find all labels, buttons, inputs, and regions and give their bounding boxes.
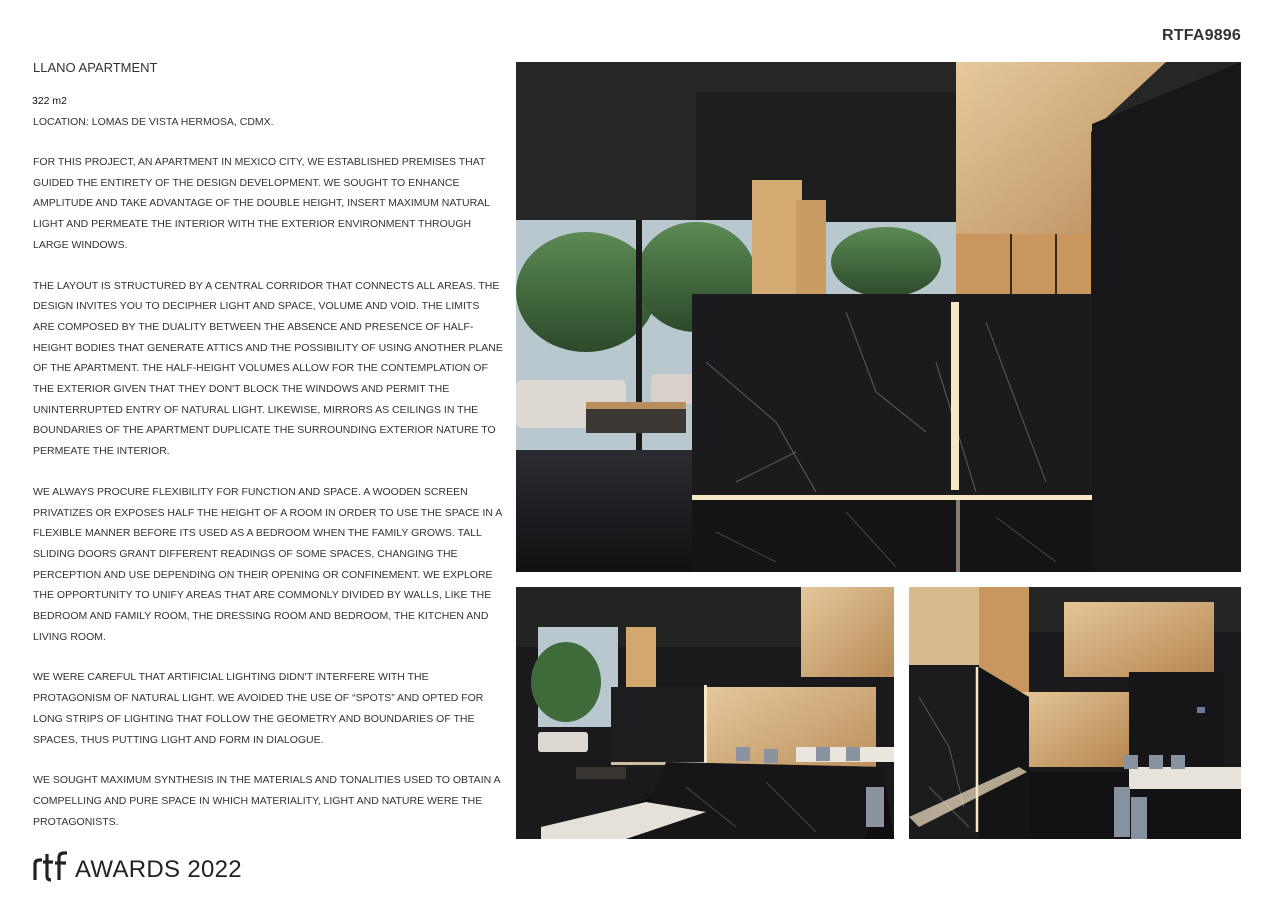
project-description [33,152,503,852]
dining-room-photo [516,587,894,839]
description-paragraph: FOR THIS PROJECT, AN APARTMENT IN MEXICO CITY, WE ESTABLISHED PREMISES THAT GUIDED THE ENTIRETY OF THE DESIGN DEVELOPMENT. WE SOUGHT TO ENHANCE AMPLITUDE AND TAKE ADVANTAGE OF THE DOUBLE HEIGHT, INSERT MAXIMUM NATURAL LIGHT AND PERMEATE THE INTERIOR WITH THE EXTERIOR ENVIRONMENT THROUGH LARGE WINDOWS. [33,156,490,251]
awards-year-label: AWARDS 2022 [75,856,242,883]
rtf-logo-mark [33,850,69,882]
description-paragraph: THE LAYOUT IS STRUCTURED BY A CENTRAL CORRIDOR THAT CONNECTS ALL AREAS. THE DESIGN INVITES YOU TO DECIPHER LIGHT AND SPACE, VOLUME AND VOID. THE LIMITS ARE COMPOSED BY THE DUALITY BETWEEN THE ABSENCE AND PRESENCE OF HALF-HEIGHT BODIES THAT GENERATE ATTICS AND THE POSSIBILITY OF USING ANOTHER PLANE OF THE APARTMENT. THE HALF-HEIGHT VOLUMES ALLOW FOR THE CONTEMPLATION OF THE EXTERIOR GIVEN THAT THEY DON'T BLOCK THE WINDOWS AND PERMIT THE UNINTERRUPTED ENTRY OF NATURAL LIGHT. LIKEWISE, MIRRORS AS CEILINGS IN THE BOUNDARIES OF THE APARTMENT DUPLICATE THE SURROUNDING EXTERIOR NATURE TO PERMEATE THE INTERIOR. [33,279,503,458]
project-location: LOCATION: LOMAS DE VISTA HERMOSA, CDMX. [33,116,274,128]
project-title: LLANO APARTMENT [33,60,158,75]
description-paragraph: WE SOUGHT MAXIMUM SYNTHESIS IN THE MATERIALS AND TONALITIES USED TO OBTAIN A COMPELLING AND PURE SPACE IN WHICH MATERIALITY, LIGHT AND NATURE WERE THE PROTAGONISTS. [33,774,500,828]
corridor-photo [909,587,1241,839]
living-room-photo [516,62,1241,572]
description-paragraph: WE WERE CAREFUL THAT ARTIFICIAL LIGHTING DIDN'T INTERFERE WITH THE PROTAGONISM OF NATURAL LIGHT. WE AVOIDED THE USE OF “SPOTS” AND OPTED FOR LONG STRIPS OF LIGHTING THAT FOLLOW THE GEOMETRY AND BOUNDARIES OF THE SPACES, THUS PUTTING LIGHT AND FORM IN DIALOGUE. [33,671,484,746]
rtf-awards-logo [33,848,242,882]
project-area: 322 m2 [32,95,68,107]
description-paragraph: WE ALWAYS PROCURE FLEXIBILITY FOR FUNCTION AND SPACE. A WOODEN SCREEN PRIVATIZES OR EXPOSES HALF THE HEIGHT OF A ROOM IN ORDER TO USE THE SPACE IN A FLEXIBLE MANNER BEFORE ITS USED AS A BEDROOM WHEN THE FAMILY GROWS. TALL SLIDING DOORS GRANT DIFFERENT READINGS OF SOME SPACES, CHANGING THE PERCEPTION AND USE DEPENDING ON THEIR OPENING OR CONFINEMENT. WE EXPLORE THE OPPORTUNITY TO UNIFY AREAS THAT ARE COMMONLY DIVIDED BY WALLS, LIKE THE BEDROOM AND FAMILY ROOM, THE DRESSING ROOM AND BEDROOM, THE KITCHEN AND LIVING ROOM. [33,485,502,643]
project-code: RTFA9896 [1162,27,1241,44]
